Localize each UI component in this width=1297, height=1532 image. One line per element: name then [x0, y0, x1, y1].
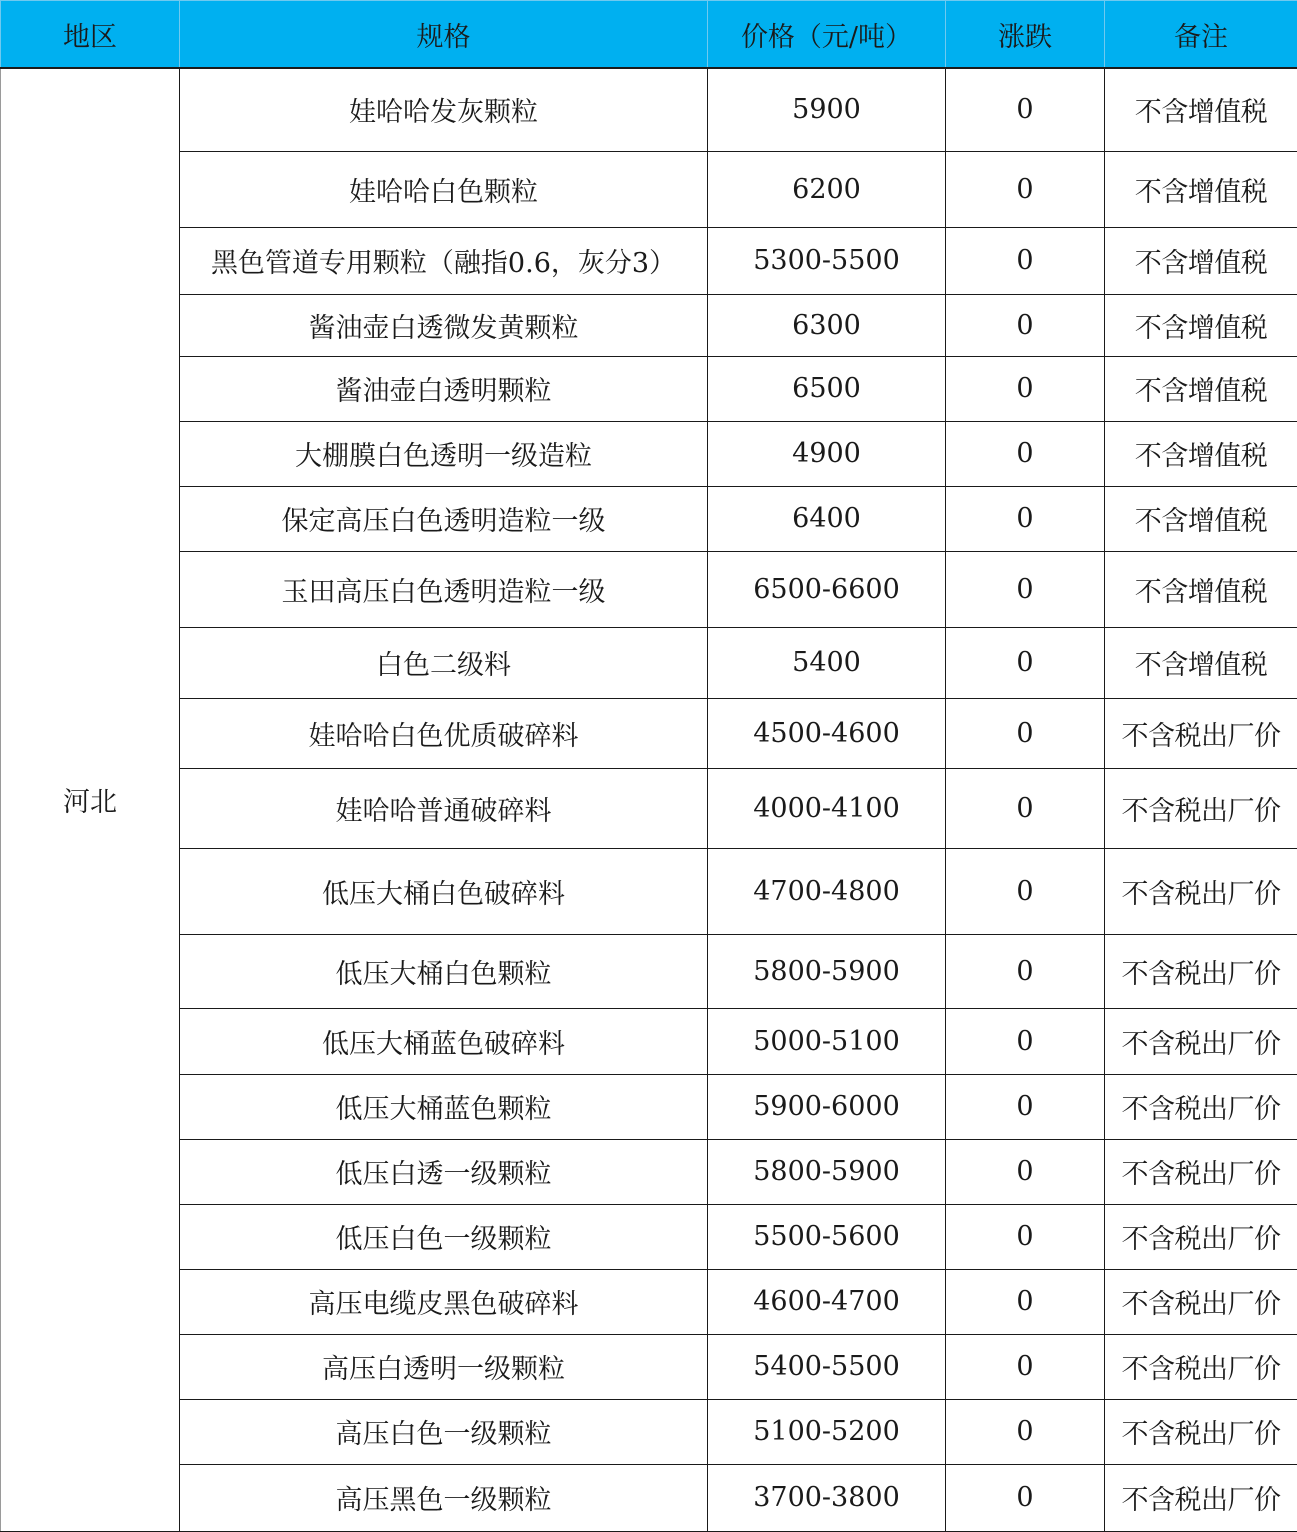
- table-row: [1, 768, 1297, 848]
- note-cell: 不含增值税: [1105, 294, 1297, 356]
- price-cell: 6500-6600: [708, 551, 946, 627]
- price-cell: 4000-4100: [708, 768, 946, 848]
- table-row: [1, 421, 1297, 486]
- price-cell: 5400-5500: [708, 1334, 946, 1399]
- spec-cell: 高压黑色一级颗粒: [180, 1464, 708, 1531]
- note-cell: 不含税出厂价: [1105, 1464, 1297, 1531]
- change-cell: 0: [946, 486, 1105, 551]
- note-cell: 不含税出厂价: [1105, 934, 1297, 1008]
- price-cell: 5500-5600: [708, 1204, 946, 1269]
- change-cell: 0: [946, 1399, 1105, 1464]
- table-row: [1, 1269, 1297, 1334]
- change-cell: 0: [946, 848, 1105, 934]
- spec-cell: 低压白色一级颗粒: [180, 1204, 708, 1269]
- spec-cell: 低压大桶蓝色破碎料: [180, 1008, 708, 1074]
- change-cell: 0: [946, 551, 1105, 627]
- price-cell: 4900: [708, 421, 946, 486]
- note-cell: 不含税出厂价: [1105, 848, 1297, 934]
- price-cell: 6300: [708, 294, 946, 356]
- price-cell: 5100-5200: [708, 1399, 946, 1464]
- spec-cell: 娃哈哈白色颗粒: [180, 151, 708, 227]
- region-cell: 河北: [1, 68, 180, 1531]
- note-cell: 不含税出厂价: [1105, 1074, 1297, 1139]
- table-row: [1, 627, 1297, 698]
- note-cell: 不含增值税: [1105, 421, 1297, 486]
- table-row: [1, 848, 1297, 934]
- note-cell: 不含增值税: [1105, 551, 1297, 627]
- spec-cell: 低压大桶白色破碎料: [180, 848, 708, 934]
- change-cell: 0: [946, 1269, 1105, 1334]
- price-cell: 5800-5900: [708, 1139, 946, 1204]
- price-cell: 4600-4700: [708, 1269, 946, 1334]
- change-cell: 0: [946, 356, 1105, 421]
- change-cell: 0: [946, 1204, 1105, 1269]
- header-price: 价格（元/吨）: [708, 1, 946, 69]
- change-cell: 0: [946, 294, 1105, 356]
- spec-cell: 高压白透明一级颗粒: [180, 1334, 708, 1399]
- change-cell: 0: [946, 1139, 1105, 1204]
- price-cell: 6500: [708, 356, 946, 421]
- table-row: [1, 551, 1297, 627]
- price-cell: 5800-5900: [708, 934, 946, 1008]
- table-body: [1, 68, 1297, 1531]
- spec-cell: 保定高压白色透明造粒一级: [180, 486, 708, 551]
- spec-cell: 娃哈哈普通破碎料: [180, 768, 708, 848]
- spec-cell: 白色二级料: [180, 627, 708, 698]
- spec-cell: 大棚膜白色透明一级造粒: [180, 421, 708, 486]
- note-cell: 不含税出厂价: [1105, 1204, 1297, 1269]
- note-cell: 不含增值税: [1105, 227, 1297, 294]
- spec-cell: 娃哈哈发灰颗粒: [180, 68, 708, 151]
- table-row: [1, 1334, 1297, 1399]
- spec-cell: 酱油壶白透微发黄颗粒: [180, 294, 708, 356]
- table-row: [1, 1464, 1297, 1531]
- price-cell: 5000-5100: [708, 1008, 946, 1074]
- change-cell: 0: [946, 934, 1105, 1008]
- price-cell: 5400: [708, 627, 946, 698]
- table-row: [1, 934, 1297, 1008]
- note-cell: 不含税出厂价: [1105, 1139, 1297, 1204]
- note-cell: 不含税出厂价: [1105, 768, 1297, 848]
- spec-cell: 低压大桶蓝色颗粒: [180, 1074, 708, 1139]
- table-row: [1, 1204, 1297, 1269]
- table-row: [1, 1008, 1297, 1074]
- header-note: 备注: [1105, 1, 1297, 69]
- table-row: [1, 68, 1297, 151]
- table-row: [1, 486, 1297, 551]
- note-cell: 不含税出厂价: [1105, 1008, 1297, 1074]
- table-row: [1, 227, 1297, 294]
- spec-cell: 黑色管道专用颗粒（融指0.6，灰分3）: [180, 227, 708, 294]
- note-cell: 不含增值税: [1105, 151, 1297, 227]
- change-cell: 0: [946, 1334, 1105, 1399]
- spec-cell: 酱油壶白透明颗粒: [180, 356, 708, 421]
- table-row: [1, 698, 1297, 768]
- table-row: [1, 356, 1297, 421]
- change-cell: 0: [946, 1464, 1105, 1531]
- price-cell: 4500-4600: [708, 698, 946, 768]
- table-row: [1, 1074, 1297, 1139]
- spec-cell: 娃哈哈白色优质破碎料: [180, 698, 708, 768]
- note-cell: 不含增值税: [1105, 68, 1297, 151]
- change-cell: 0: [946, 1074, 1105, 1139]
- price-cell: 5900: [708, 68, 946, 151]
- header-spec: 规格: [180, 1, 708, 69]
- spec-cell: 低压大桶白色颗粒: [180, 934, 708, 1008]
- note-cell: 不含税出厂价: [1105, 1334, 1297, 1399]
- change-cell: 0: [946, 421, 1105, 486]
- change-cell: 0: [946, 151, 1105, 227]
- price-cell: 3700-3800: [708, 1464, 946, 1531]
- price-cell: 5300-5500: [708, 227, 946, 294]
- price-cell: 5900-6000: [708, 1074, 946, 1139]
- header-region: 地区: [1, 1, 180, 69]
- change-cell: 0: [946, 227, 1105, 294]
- table-row: [1, 1399, 1297, 1464]
- spec-cell: 低压白透一级颗粒: [180, 1139, 708, 1204]
- note-cell: 不含税出厂价: [1105, 698, 1297, 768]
- price-cell: 6400: [708, 486, 946, 551]
- change-cell: 0: [946, 627, 1105, 698]
- change-cell: 0: [946, 698, 1105, 768]
- note-cell: 不含增值税: [1105, 627, 1297, 698]
- table-row: [1, 294, 1297, 356]
- change-cell: 0: [946, 68, 1105, 151]
- table-row: [1, 151, 1297, 227]
- note-cell: 不含增值税: [1105, 486, 1297, 551]
- note-cell: 不含增值税: [1105, 356, 1297, 421]
- note-cell: 不含税出厂价: [1105, 1399, 1297, 1464]
- change-cell: 0: [946, 1008, 1105, 1074]
- table-row: [1, 1139, 1297, 1204]
- spec-cell: 高压电缆皮黑色破碎料: [180, 1269, 708, 1334]
- price-cell: 6200: [708, 151, 946, 227]
- header-change: 涨跌: [946, 1, 1105, 69]
- note-cell: 不含税出厂价: [1105, 1269, 1297, 1334]
- price-cell: 4700-4800: [708, 848, 946, 934]
- header-row: [1, 1, 1297, 69]
- change-cell: 0: [946, 768, 1105, 848]
- spec-cell: 玉田高压白色透明造粒一级: [180, 551, 708, 627]
- spec-cell: 高压白色一级颗粒: [180, 1399, 708, 1464]
